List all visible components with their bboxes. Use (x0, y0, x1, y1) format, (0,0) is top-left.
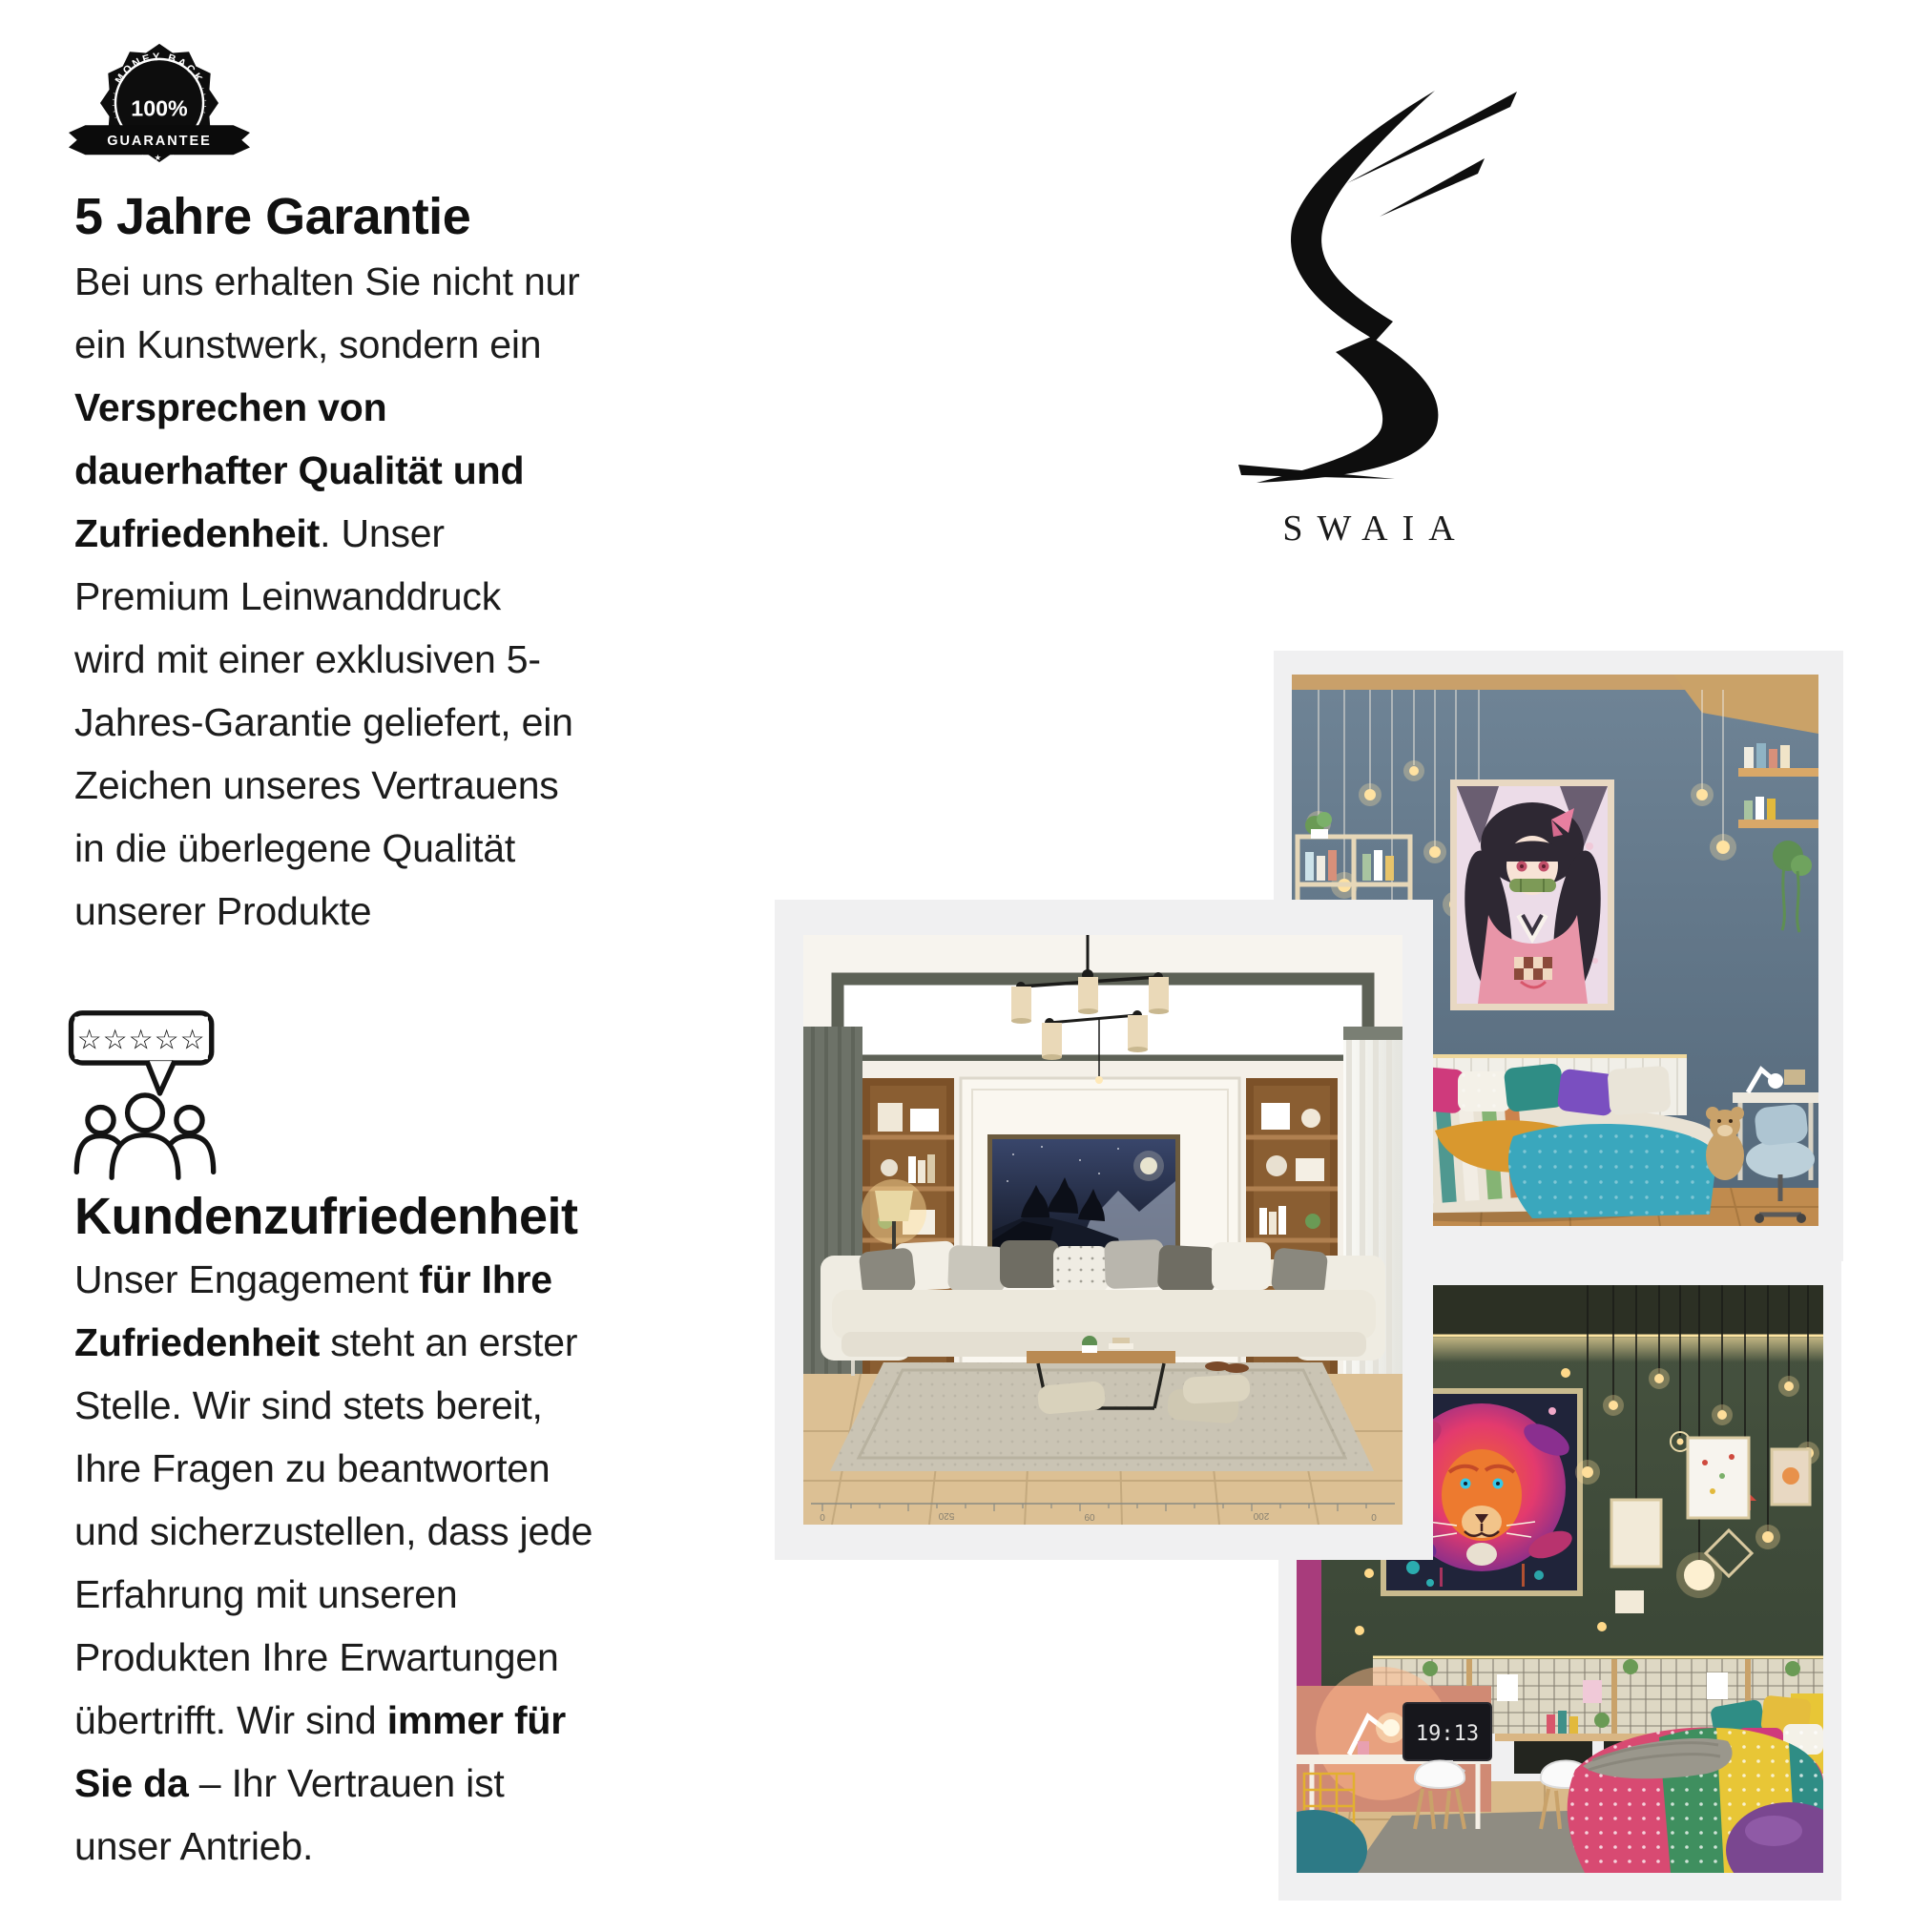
warranty-paragraph: Bei uns erhalten Sie nicht nur ein Kunstwerk, sondern ein Versprechen von dauerhafter Qualität und Zufriedenheit. Unser Premium Leinwanddruck wird mit einer exklusiven 5- Jahres-Garantie geliefert, ein Zeichen unseres Vertrauens in die überlegene Qualität unserer Produkte (74, 260, 580, 933)
person-left-head (88, 1108, 114, 1133)
badge-percent-text: 100% (131, 95, 188, 121)
ruler-mark: 0 (1371, 1513, 1377, 1524)
review-bubble-stars: ☆☆☆☆☆ (76, 1025, 206, 1056)
photo-card-living-room (775, 900, 1433, 1560)
badge-ribbon-text: GUARANTEE (107, 134, 212, 150)
ruler-mark: 200 (1253, 1510, 1270, 1521)
ruler-mark: 60 (1084, 1513, 1095, 1524)
badge-stars: ★ ★ ★ (138, 153, 180, 163)
money-back-badge-icon (69, 36, 250, 166)
customer-review-icon (63, 1006, 227, 1183)
monitor-clock-text: 19:13 (1415, 1722, 1480, 1746)
ruler-mark: 520 (938, 1510, 955, 1521)
satisfaction-paragraph: Unser Engagement für Ihre Zufriedenheit steht an erster Stelle. Wir sind stets bereit, Ihre Fragen zu beantworten und sicherzustellen, dass jede Erfahrung mit unseren Produkten Ihre Erwartungen übertrifft. Wir sind immer für Sie da – Ihr Vertrauen ist unser Antrieb. (74, 1257, 593, 1868)
badge-arc-text: MONEY BACK (113, 51, 206, 86)
swaia-logo-icon (1233, 82, 1519, 498)
person-center-head (128, 1095, 163, 1131)
satisfaction-heading: Kundenzufriedenheit (74, 1188, 578, 1245)
teen-desk-area (1297, 1667, 1491, 1829)
brand-name: SWAIA (1282, 509, 1469, 549)
teddy-bear (1706, 1107, 1744, 1180)
warranty-heading: 5 Jahre Garantie (74, 188, 471, 245)
sectional-sofa (821, 1239, 1385, 1361)
person-right-head (177, 1108, 202, 1133)
ruler-mark: 0 (820, 1513, 825, 1524)
living-room-photo (803, 935, 1402, 1525)
anime-girl-canvas (1450, 779, 1614, 1010)
